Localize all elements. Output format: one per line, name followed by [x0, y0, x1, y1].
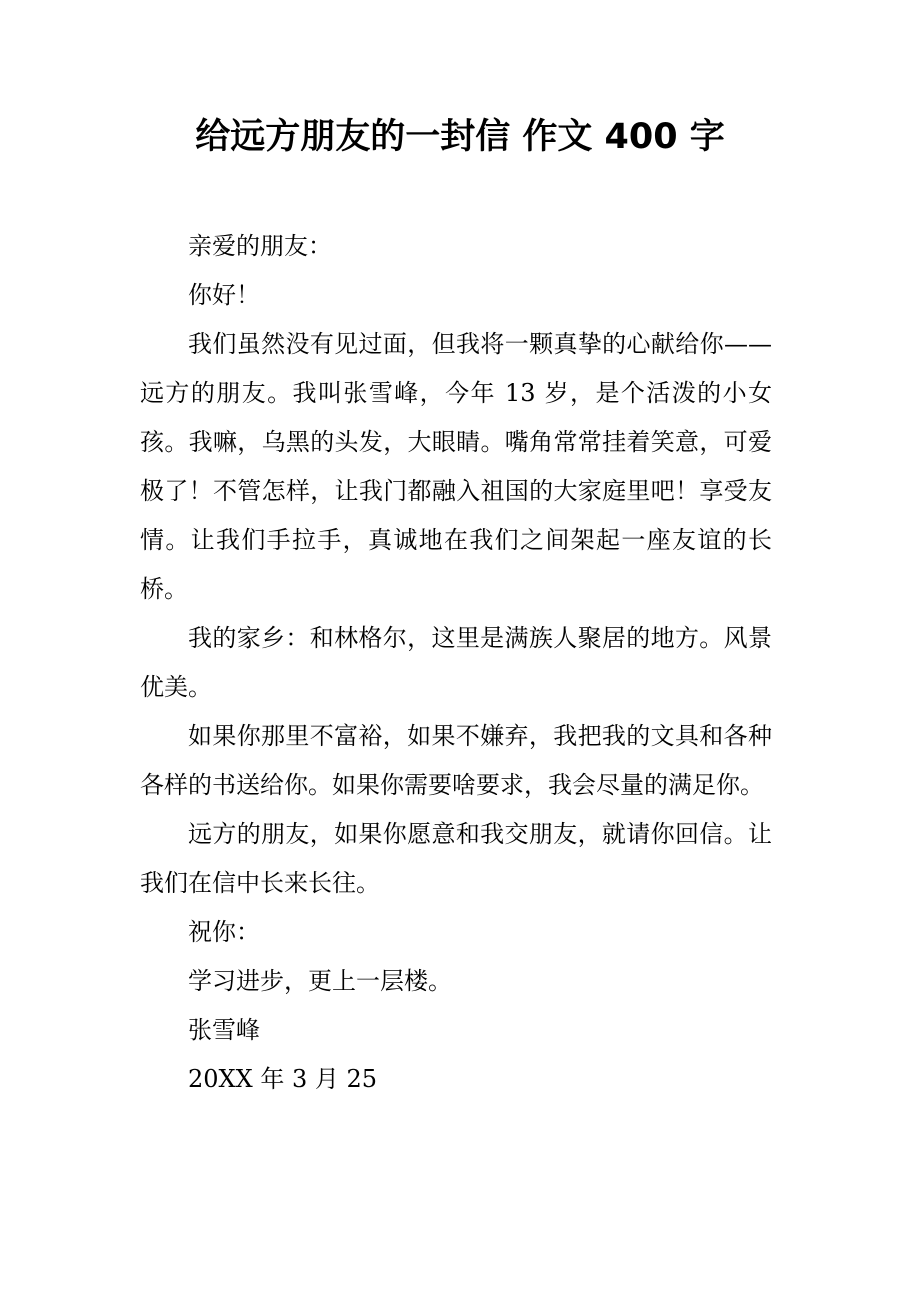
- closing-wish: 祝你：: [188, 918, 260, 946]
- paragraph-introduction: 我们虽然没有见过面，但我将一颗真挚的心献给你——远方的朋友。我叫张雪峰，今年 13 岁，是个活泼的小女孩。我嘛，乌黑的头发，大眼睛。嘴角常常挂着笑意，可爱极了！不管怎样，让我门都融入祖国的大家庭里吧！享受友情。让我们手拉手，真诚地在我们之间架起一座友谊的长桥。: [140, 330, 772, 603]
- salutation: 你好！: [188, 281, 260, 309]
- paragraph-offer: 如果你那里不富裕，如果不嫌弃，我把我的文具和各种各样的书送给你。如果你需要啥要求，我会尽量的满足你。: [140, 722, 772, 799]
- letter-date: 20XX 年 3 月 25: [188, 1065, 378, 1093]
- signature-name: 张雪峰: [188, 1016, 260, 1044]
- paragraph-invitation: 远方的朋友，如果你愿意和我交朋友，就请你回信。让我们在信中长来长往。: [140, 820, 772, 897]
- paragraph-hometown: 我的家乡：和林格尔，这里是满族人聚居的地方。风景优美。: [140, 624, 772, 701]
- letter-body: [140, 222, 772, 1104]
- document-title: 给远方朋友的一封信 作文 400 字: [195, 117, 725, 157]
- greeting: 亲爱的朋友：: [188, 232, 332, 260]
- closing-blessing: 学习进步，更上一层楼。: [188, 967, 452, 995]
